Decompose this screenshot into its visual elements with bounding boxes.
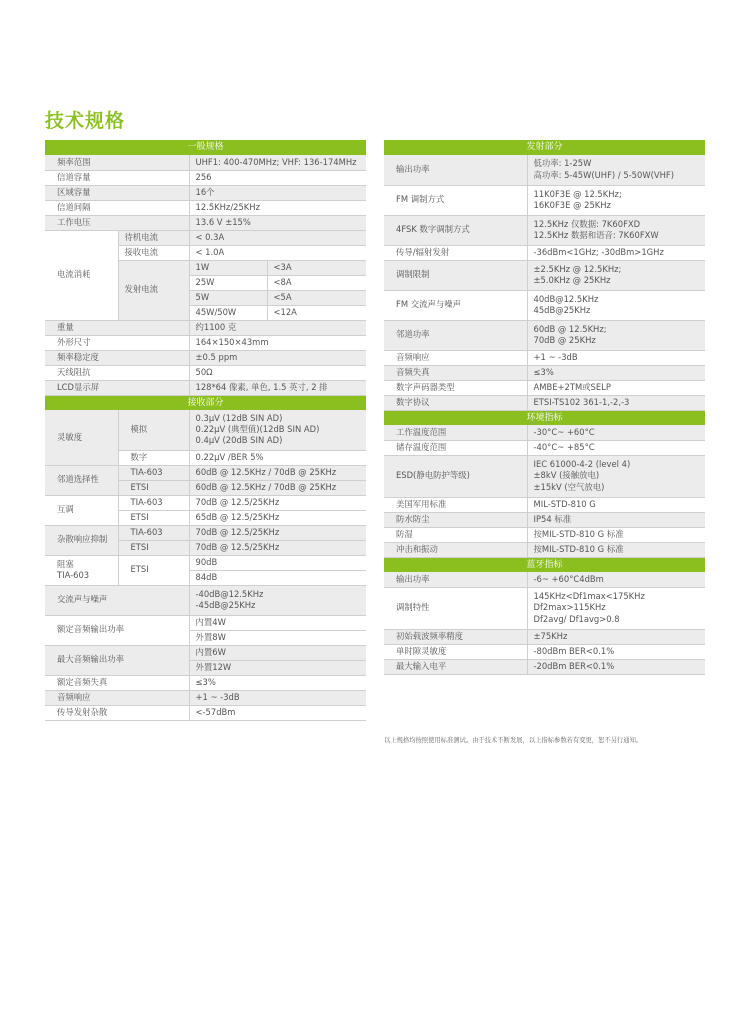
current-label: 电流消耗 [45,230,118,320]
bt-modulation-value-1: 145KHz<Df1max<175KHz [533,590,645,601]
voltage-label: 工作电压 [45,215,189,230]
tx-power-1: 1W [189,260,267,275]
fsk-mod-value-1: 12.5KHz 仅数据: 7K60FXD [533,218,641,229]
bt-sensitivity-label: 单时隙灵敏度 [384,644,527,659]
adjacent-tia-value: 60dB @ 12.5KHz / 70dB @ 25KHz [189,465,366,480]
zones-label: 区域容量 [45,185,189,200]
footnote: 以上规格均按照使用标准测试。由于技术不断发展，以上指标参数若有变更，恕不另行通知。 [384,737,643,744]
bt-max-input-value: -20dBm BER<0.1% [527,659,705,674]
operating-temp-label: 工作温度范围 [384,425,527,440]
sensitivity-analog-2: 0.22μV (典型值)(12dB SIN AD) [195,424,320,435]
fm-hum-value-1: 40dB@12.5KHz [533,293,599,304]
tx-output-power-label: 输出功率 [384,155,527,185]
bt-modulation-label: 调制特性 [384,587,527,629]
vocoder-label: 数字声码器类型 [384,380,527,395]
adjacent-power-value-2: 70dB @ 25KHz [533,335,596,345]
voltage-value: 13.6 V ±15% [189,215,366,230]
tx-conducted-label: 传导/辐射发射 [384,245,527,260]
rx-hum-noise-value-2: -45dB@25KHz [195,600,256,610]
adjacent-etsi-label: ETSI [118,480,189,495]
bt-sensitivity-value: -80dBm BER<0.1% [527,644,705,659]
fm-mod-label: FM 调制方式 [384,185,527,215]
sensitivity-label: 灵敏度 [45,410,118,465]
spurious-tia-label: TIA-603 [118,525,189,540]
bt-carrier-value: ±75KHz [527,629,705,644]
tx-current-4: <12A [267,305,366,320]
intermod-etsi-value: 65dB @ 12.5/25KHz [189,510,366,525]
spurious-etsi-label: ETSI [118,540,189,555]
receive-spec-header: 接收部分 [45,395,366,410]
tx-current-3: <5A [267,290,366,305]
tx-power-2: 25W [189,275,267,290]
freq-range-value: UHF1: 400-470MHz; VHF: 136-174MHz [189,155,366,170]
adjacent-power-value-1: 60dB @ 12.5KHz; [533,323,607,334]
adjacent-etsi-value: 60dB @ 12.5KHz / 70dB @ 25KHz [189,480,366,495]
mod-limit-label: 调制限制 [384,260,527,290]
rx-hum-noise-label: 交流声与噪声 [45,585,189,615]
fsk-mod-value-2: 12.5KHz 数据和语音: 7K60FXW [533,230,659,240]
rated-audio-value-1: 内置4W [189,615,366,630]
mod-limit-value-1: ±2.5KHz @ 12.5KHz; [533,263,622,274]
tx-output-power-high: 高功率: 5-45W(UHF) / 5-50W(VHF) [533,169,674,180]
adjacent-power-label: 邻道功率 [384,320,527,350]
impedance-value: 50Ω [189,365,366,380]
transmit-current-label: 发射电流 [118,260,189,320]
dust-water-value: IP54 标准 [527,512,705,527]
tx-output-power-value [527,155,705,185]
rated-audio-value-2: 外置8W [189,630,366,645]
rx-hum-noise-value-1: -40dB@12.5KHz [195,588,264,599]
adjacent-label: 邻道选择性 [45,465,118,495]
stability-label: 频率稳定度 [45,350,189,365]
spacing-label: 信道间隔 [45,200,189,215]
blocking-value-2: 84dB [189,570,366,585]
rx-distortion-value: ≤3% [189,675,366,690]
mod-limit-value [527,260,705,290]
sensitivity-analog-3: 0.4μV (20dB SIN AD) [195,435,283,446]
spurious-tia-value: 70dB @ 12.5/25KHz [189,525,366,540]
bt-output-power-value: -6~ +60°C4dBm [527,572,705,587]
dimensions-label: 外形尺寸 [45,335,189,350]
blocking-label-2: TIA-603 [57,570,90,580]
tx-power-3: 5W [189,290,267,305]
weight-label: 重量 [45,320,189,335]
humidity-label: 防湿 [384,527,527,542]
blocking-label-1: 阻塞 [57,558,74,569]
protocol-label: 数字协议 [384,395,527,410]
bt-output-power-label: 输出功率 [384,572,527,587]
fm-hum-value [527,290,705,320]
blocking-value-1: 90dB [189,555,366,570]
receive-current-value: < 1.0A [189,245,366,260]
environment-spec-header: 环境指标 [384,410,705,425]
intermod-tia-label: TIA-603 [118,495,189,510]
military-value: MIL-STD-810 G [527,497,705,512]
sensitivity-digital-label: 数字 [118,450,189,465]
rx-distortion-label: 额定音频失真 [45,675,189,690]
fm-mod-value [527,185,705,215]
sensitivity-analog-values [189,410,366,450]
stability-value: ±0.5 ppm [189,350,366,365]
bt-modulation-value-2: Df2max>115KHz [533,602,606,613]
shock-label: 冲击和振动 [384,542,527,557]
freq-range-label: 频率范围 [45,155,189,170]
sensitivity-analog-label: 模拟 [118,410,189,450]
storage-temp-value: -40°C~ +85°C [527,440,705,455]
tx-audio-distortion-value: ≤3% [527,365,705,380]
lcd-label: LCD显示屏 [45,380,189,395]
esd-value [527,455,705,497]
rx-audio-response-value: +1 ~ -3dB [189,690,366,705]
shock-value: 按MIL-STD-810 G 标准 [527,542,705,557]
max-audio-value-2: 外置12W [189,660,366,675]
fsk-mod-label: 4FSK 数字调制方式 [384,215,527,245]
transmit-spec-header: 发射部分 [384,140,705,155]
page-title: 技术规格 [45,110,126,132]
impedance-label: 天线阻抗 [45,365,189,380]
standby-current-value: < 0.3A [189,230,366,245]
rx-conducted-value: <-57dBm [189,705,366,720]
left-spec-table [45,140,366,721]
mod-limit-value-2: ±5.0KHz @ 25KHz [533,275,611,285]
tx-audio-response-label: 音频响应 [384,350,527,365]
esd-value-2: ±8kV (接触放电) [533,470,600,481]
fsk-mod-value [527,215,705,245]
max-audio-value-1: 内置6W [189,645,366,660]
general-spec-header: 一般规格 [45,140,366,155]
lcd-value: 128*64 像素, 单色, 1.5 英寸, 2 排 [189,380,366,395]
dimensions-value: 164×150×43mm [189,335,366,350]
zones-value: 16个 [189,185,366,200]
storage-temp-label: 储存温度范围 [384,440,527,455]
fm-hum-label: FM 交流声与噪声 [384,290,527,320]
humidity-value: 按MIL-STD-810 G 标准 [527,527,705,542]
channels-label: 信道容量 [45,170,189,185]
intermod-label: 互调 [45,495,118,525]
right-spec-table [384,140,705,675]
channels-value: 256 [189,170,366,185]
blocking-label [45,555,118,585]
max-audio-label: 最大音频输出功率 [45,645,189,675]
esd-value-3: ±15kV (空气放电) [533,481,605,492]
rx-hum-noise-value [189,585,366,615]
sensitivity-analog-1: 0.3μV (12dB SIN AD) [195,412,283,423]
receive-current-label: 接收电流 [118,245,189,260]
sensitivity-digital-value: 0.22μV /BER 5% [189,450,366,465]
bluetooth-spec-header: 蓝牙指标 [384,557,705,572]
spurious-etsi-value: 70dB @ 12.5/25KHz [189,540,366,555]
standby-current-label: 待机电流 [118,230,189,245]
operating-temp-value: -30°C~ +60°C [527,425,705,440]
spacing-value: 12.5KHz/25KHz [189,200,366,215]
fm-hum-value-2: 45dB@25KHz [533,305,591,315]
bt-carrier-label: 初始载波频率精度 [384,629,527,644]
esd-value-1: IEC 61000-4-2 (level 4) [533,458,631,469]
tx-power-4: 45W/50W [189,305,267,320]
rx-audio-response-label: 音频响应 [45,690,189,705]
spurious-label: 杂散响应抑制 [45,525,118,555]
fm-mod-value-2: 16K0F3E @ 25KHz [533,200,611,210]
military-label: 美国军用标准 [384,497,527,512]
vocoder-value: AMBE+2TM或SELP [527,380,705,395]
tx-current-2: <8A [267,275,366,290]
rated-audio-label: 额定音频输出功率 [45,615,189,645]
bt-modulation-value-3: Df2avg/ Df1avg>0.8 [533,613,620,624]
protocol-value: ETSI-TS102 361-1,-2,-3 [527,395,705,410]
adjacent-power-value [527,320,705,350]
bt-max-input-label: 最大输入电平 [384,659,527,674]
rx-conducted-label: 传导发射杂散 [45,705,189,720]
intermod-tia-value: 70dB @ 12.5/25KHz [189,495,366,510]
bt-modulation-value [527,587,705,629]
weight-value: 约1100 克 [189,320,366,335]
fm-mod-value-1: 11K0F3E @ 12.5KHz; [533,188,622,199]
dust-water-label: 防水防尘 [384,512,527,527]
adjacent-tia-label: TIA-603 [118,465,189,480]
tx-output-power-low: 低功率: 1-25W [533,158,592,169]
esd-label: ESD(静电防护等级) [384,455,527,497]
tx-current-1: <3A [267,260,366,275]
tx-audio-response-value: +1 ~ -3dB [527,350,705,365]
blocking-etsi-label: ETSI [118,555,189,585]
tx-conducted-value: -36dBm<1GHz; -30dBm>1GHz [527,245,705,260]
intermod-etsi-label: ETSI [118,510,189,525]
tx-audio-distortion-label: 音频失真 [384,365,527,380]
